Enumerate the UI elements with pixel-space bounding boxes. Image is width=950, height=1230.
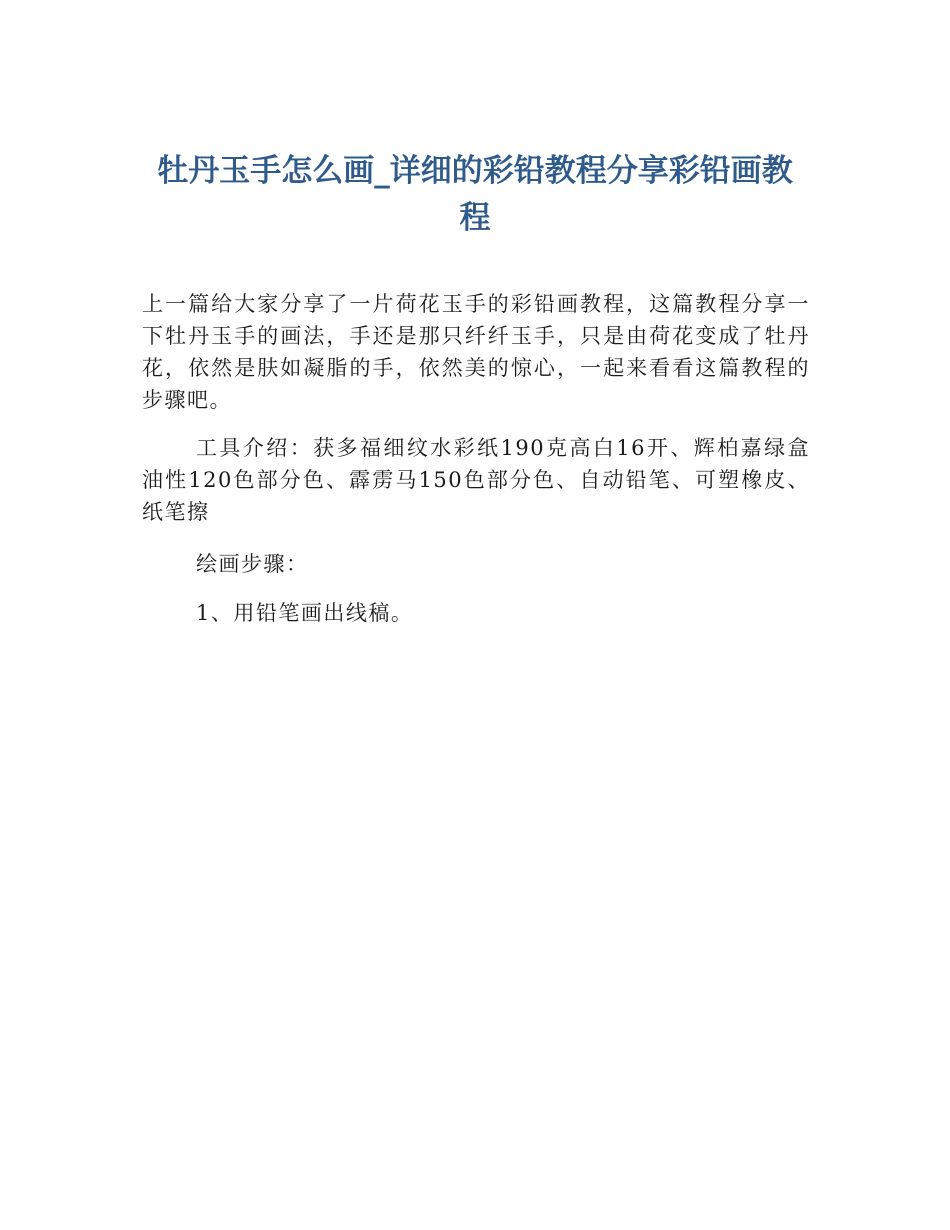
intro-paragraph: 上一篇给大家分享了一片荷花玉手的彩铅画教程，这篇教程分享一下牡丹玉手的画法，手还是那只纤纤玉手，只是由荷花变成了牡丹花，依然是肤如凝脂的手，依然美的惊心，一起来看看这篇教程的步骤吧。 [142, 292, 810, 412]
steps-heading: 绘画步骤： [196, 552, 309, 576]
tools-paragraph: 工具介绍：获多福细纹水彩纸190克高白16开、辉柏嘉绿盒油性120色部分色、霹雳马150色部分色、自动铅笔、可塑橡皮、纸笔擦 [142, 436, 810, 524]
step-1-paragraph: 1、用铅笔画出线稿。 [196, 601, 414, 625]
document-title: 牡丹玉手怎么画_详细的彩铅教程分享彩铅画教程 [157, 153, 793, 236]
